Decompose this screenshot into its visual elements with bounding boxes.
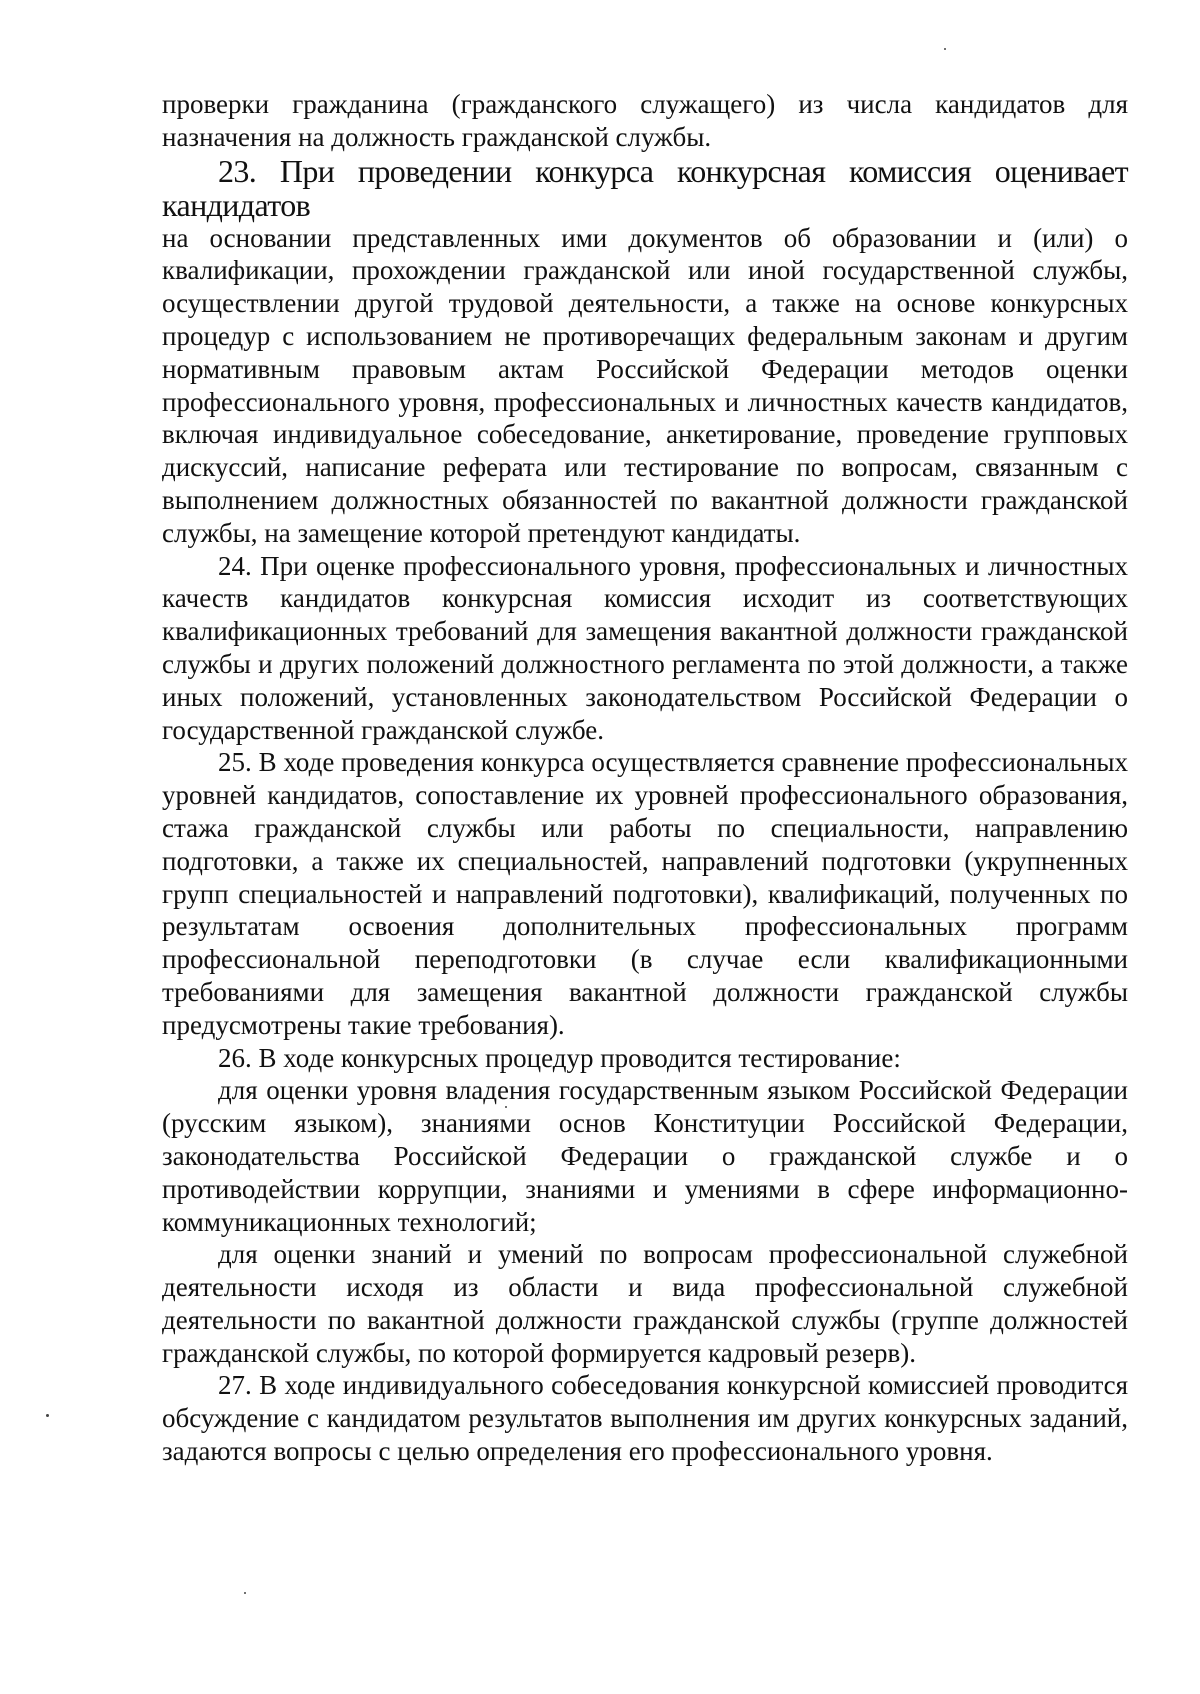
scan-speck xyxy=(244,1592,246,1594)
paragraph-26-item-2: для оценки знаний и умений по вопросам профессиональной служебной деятельности исходя из области и вида профессиональной служебной деятельности по вакантной должности гражданской службы (группе должностей гражданской службы, по которой формируется кадровый резерв). xyxy=(162,1239,1128,1368)
paragraph-25: 25. В ходе проведения конкурса осуществляется сравнение профессиональных уровней кандидатов, сопоставление их уровней профессионального образования, стажа гражданской службы или работы по специальности, направлению подготовки, а также их специальностей, направлений подготовки (укрупненных групп специальностей и направлений подготовки), квалификаций, полученных по результатам освоения дополнительных профессиональных программ профессиональной переподготовки (в случае если квалификационными требованиями для замещения вакантной должности гражданской службы предусмотрены такие требования). xyxy=(162,747,1128,1040)
paragraph-23-body: на основании представленных ими документов об образовании и (или) о квалификации, прохождении гражданской или иной государственной службы, осуществлении другой трудовой деятельности, а также на основе конкурсных процедур с использованием не противоречащих федеральным законам и другим нормативным правовым актам Российской Федерации методов оценки профессионального уровня, профессиональных и личностных качеств кандидатов, включая индивидуальное собеседование, анкетирование, проведение групповых дискуссий, написание реферата или тестирование по вопросам, связанным с выполнением должностных обязанностей по вакантной должности гражданской службы, на замещение которой претендуют кандидаты. xyxy=(162,222,1128,548)
paragraph-23-lead: 23. При проведении конкурса конкурсная комиссия оценивает кандидатов xyxy=(162,152,1128,223)
paragraph-27: 27. В ходе индивидуального собеседования конкурсной комиссией проводится обсуждение с кандидатом результатов выполнения им других конкурсных заданий, задаются вопросы с целью определения его профессионального уровня. xyxy=(162,1370,1128,1467)
paragraph-26-item-1: для оценки уровня владения государственным языком Российской Федерации (русским языком), знаниями основ Конституции Российской Федерации, законодательства Российской Федерации о гражданской службе и о противодействии коррупции, знаниями и умениями в сфере информационно-коммуникационных технологий; xyxy=(162,1075,1128,1237)
paragraph-26: 26. В ходе конкурсных процедур проводится тестирование: xyxy=(218,1042,901,1073)
scan-speck xyxy=(46,1414,49,1417)
paragraph-23 xyxy=(162,154,1128,550)
paragraph-24: 24. При оценке профессионального уровня, профессиональных и личностных качеств кандидатов конкурсная комиссия исходит из соответствующих квалификационных требований для замещения вакантной должности гражданской службы и других положений должностного регламента по этой должности, а также иных положений, установленных законодательством Российской Федерации о государственной гражданской службе. xyxy=(162,550,1128,745)
document-body xyxy=(162,88,1128,1468)
scan-speck xyxy=(944,48,946,50)
continuation-paragraph: проверки гражданина (гражданского служащего) из числа кандидатов для назначения на должность гражданской службы. xyxy=(162,89,1128,152)
